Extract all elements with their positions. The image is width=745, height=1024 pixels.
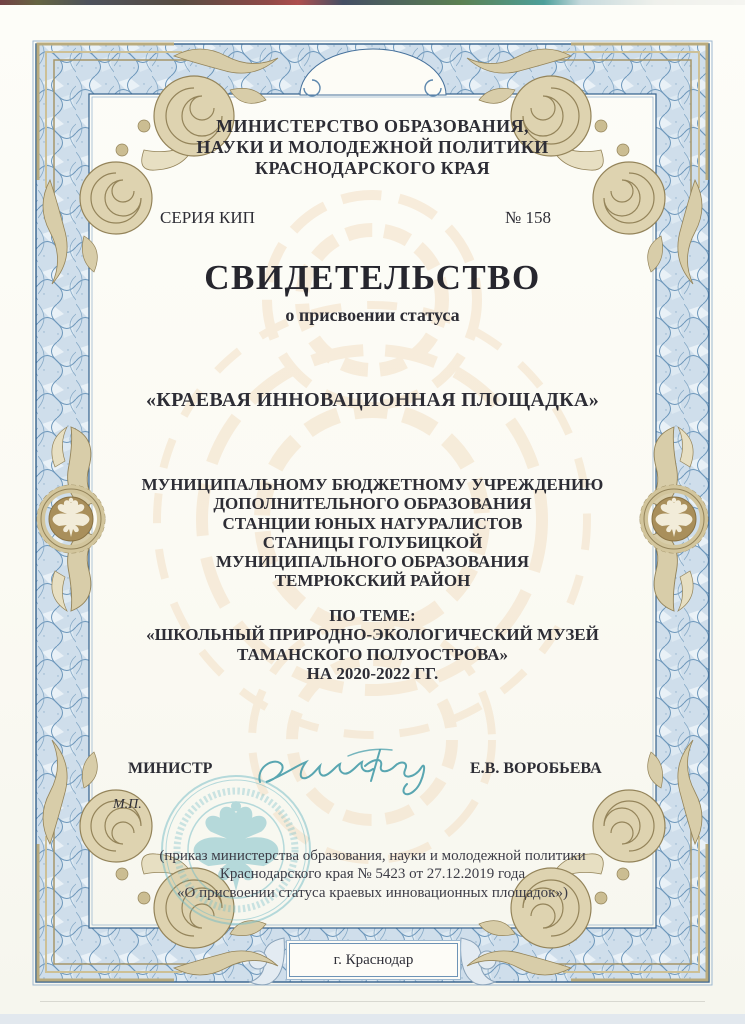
theme-line: «ШКОЛЬНЫЙ ПРИРОДНО-ЭКОЛОГИЧЕСКИЙ МУЗЕЙ — [146, 625, 599, 645]
order-line: «О присвоении статуса краевых инновационных площадок») — [177, 884, 568, 901]
city-label: г. Краснодар — [333, 951, 414, 968]
ministry-line: КРАСНОДАРСКОГО КРАЯ — [255, 158, 490, 178]
recipient-line: МУНИЦИПАЛЬНОГО ОБРАЗОВАНИЯ — [215, 552, 530, 572]
recipient-line: СТАНИЦЫ ГОЛУБИЦКОЙ — [262, 532, 483, 552]
city-cartouche — [289, 943, 458, 977]
certificate-subtitle: о присвоении статуса — [285, 305, 460, 325]
minister-label: МИНИСТР — [128, 760, 213, 777]
recipient-line: ДОПОЛНИТЕЛЬНОГО ОБРАЗОВАНИЯ — [213, 494, 532, 514]
series-label: СЕРИЯ КИП — [160, 208, 255, 227]
theme-line: НА 2020-2022 ГГ. — [306, 663, 439, 683]
order-line: (приказ министерства образования, науки и молодежной политики — [159, 848, 586, 864]
minister-signature-icon — [252, 736, 432, 816]
ministry-line: МИНИСТЕРСТВО ОБРАЗОВАНИЯ, — [216, 116, 529, 136]
scan-edge-line — [40, 1001, 705, 1002]
scan-edge-artifact-bottom — [0, 1014, 745, 1024]
ministry-line: НАУКИ И МОЛОДЕЖНОЙ ПОЛИТИКИ — [196, 137, 549, 157]
theme-line: ТАМАНСКОГО ПОЛУОСТРОВА» — [236, 644, 509, 664]
recipient-line: ТЕМРЮКСКИЙ РАЙОН — [274, 571, 471, 591]
order-line: Краснодарского края № 5423 от 27.12.2019 года — [219, 866, 526, 883]
ministry-header — [90, 116, 655, 179]
certificate-number: № 158 — [505, 208, 551, 227]
recipient-line: СТАНЦИИ ЮНЫХ НАТУРАЛИСТОВ — [222, 513, 523, 533]
theme-line: ПО ТЕМЕ: — [329, 606, 416, 625]
minister-name: Е.В. ВОРОБЬЕВА — [470, 760, 602, 777]
recipient-block — [90, 475, 655, 591]
status-title: «КРАЕВАЯ ИННОВАЦИОННАЯ ПЛОЩАДКА» — [145, 389, 600, 411]
order-footnote — [90, 847, 655, 902]
certificate-title: СВИДЕТЕЛЬСТВО — [204, 258, 541, 297]
recipient-line: МУНИЦИПАЛЬНОМУ БЮДЖЕТНОМУ УЧРЕЖДЕНИЮ — [141, 475, 604, 494]
stamp-place-label: М.П. — [113, 797, 142, 812]
theme-block — [90, 606, 655, 683]
